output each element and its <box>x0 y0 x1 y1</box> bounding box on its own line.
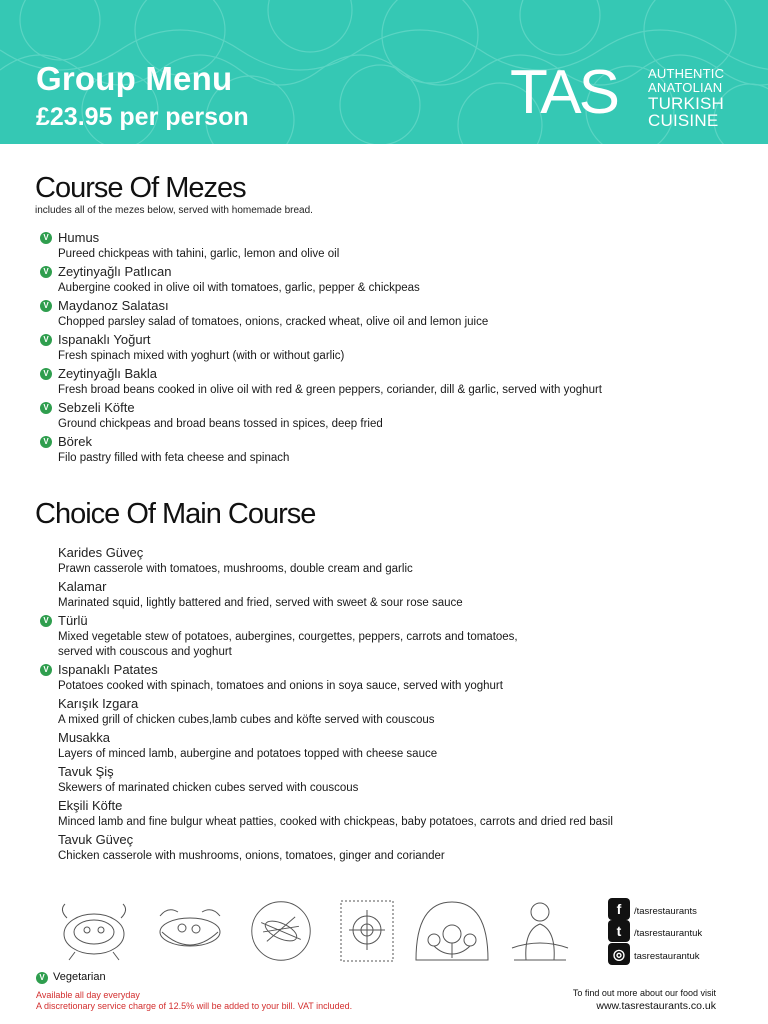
vegetarian-icon: V <box>40 232 52 244</box>
dish-name: Karides Güveç <box>58 545 144 560</box>
availability-note: Available all day everyday <box>36 990 140 1000</box>
crab-dish-illustration <box>55 898 133 964</box>
dish-name: Humus <box>58 230 100 245</box>
vegetarian-icon: V <box>36 972 48 984</box>
dish-description: Fresh broad beans cooked in olive oil with red & green peppers, coriander, dill & garlic, served with yoghurt <box>58 384 602 396</box>
dish-description: Layers of minced lamb, aubergine and potatoes topped with cheese sauce <box>58 748 438 760</box>
dish-name: Türlü <box>58 613 88 628</box>
tagline-line: CUISINE <box>648 111 719 130</box>
social-handle: /tasrestaurantuk <box>634 928 703 939</box>
menu-title: Group Menu <box>36 60 233 97</box>
tagline-line: TURKISH <box>648 94 725 113</box>
menu-header <box>0 0 768 144</box>
instagram-icon: ◎ <box>608 943 630 965</box>
figure-illustration <box>504 898 576 964</box>
dish-name: Kalamar <box>58 579 107 594</box>
dish-description: Pureed chickpeas with tahini, garlic, lemon and olive oil <box>58 248 340 260</box>
more-info-text: To find out more about our food visit <box>572 988 716 998</box>
dish-description: Filo pastry filled with feta cheese and spinach <box>58 452 290 464</box>
vegetarian-icon: V <box>40 334 52 346</box>
dish-description: Aubergine cooked in olive oil with tomatoes, garlic, pepper & chickpeas <box>58 282 420 294</box>
dish-description-continued: served with couscous and yoghurt <box>58 646 232 658</box>
tagline-line: AUTHENTIC <box>648 66 725 81</box>
vegetarian-icon: V <box>40 266 52 278</box>
dish-name: Musakka <box>58 730 111 745</box>
vegetarian-icon: V <box>40 300 52 312</box>
dish-name: Tavuk Şiş <box>58 764 114 779</box>
vegetarian-icon: V <box>40 436 52 448</box>
dish-name: Zeytinyağlı Bakla <box>58 366 157 381</box>
dish-name: Karışık Izgara <box>58 696 139 711</box>
dish-description: Minced lamb and fine bulgur wheat patties, cooked with chickpeas, baby potatoes, carrots and dried red basil <box>58 816 613 828</box>
dish-name: Ekşili Köfte <box>58 798 123 813</box>
floral-arch-illustration <box>412 898 492 964</box>
logo-tagline <box>648 67 748 129</box>
tas-logo: TAS <box>510 58 617 127</box>
dish-description: Skewers of marinated chicken cubes served with couscous <box>58 782 359 794</box>
social-handle: tasrestaurantuk <box>634 951 700 962</box>
dish-description: A mixed grill of chicken cubes,lamb cubes and köfte served with couscous <box>58 714 435 726</box>
vegetarian-icon: V <box>40 368 52 380</box>
dish-name: Maydanoz Salatası <box>58 298 169 313</box>
dish-description: Chopped parsley salad of tomatoes, onions, cracked wheat, olive oil and lemon juice <box>58 316 489 328</box>
flower-tile-illustration <box>338 898 396 964</box>
fish-plate-illustration <box>246 898 316 964</box>
dish-description: Marinated squid, lightly battered and fried, served with sweet & sour rose sauce <box>58 597 463 609</box>
vegetarian-icon: V <box>40 664 52 676</box>
dish-description: Fresh spinach mixed with yoghurt (with or without garlic) <box>58 350 345 362</box>
dish-description: Mixed vegetable stew of potatoes, aubergines, courgettes, peppers, carrots and tomatoes, <box>58 631 518 643</box>
vegetarian-legend-label: Vegetarian <box>53 971 106 983</box>
vegetarian-icon: V <box>40 402 52 414</box>
dish-description: Chicken casserole with mushrooms, onions, tomatoes, ginger and coriander <box>58 850 445 862</box>
dish-description: Potatoes cooked with spinach, tomatoes and onions in soya sauce, served with yoghurt <box>58 680 503 692</box>
facebook-icon: f <box>608 898 630 920</box>
menu-price: £23.95 per person <box>36 103 249 131</box>
dish-name: Börek <box>58 434 92 449</box>
mains-section-title: Choice Of Main Course <box>35 498 316 530</box>
dish-name: Zeytinyağlı Patlıcan <box>58 264 172 279</box>
tagline-line: ANATOLIAN <box>648 80 723 95</box>
dish-name: Ispanaklı Patates <box>58 662 158 677</box>
dish-name: Ispanaklı Yoğurt <box>58 332 151 347</box>
mezes-section-title: Course Of Mezes <box>35 172 246 204</box>
twitter-icon: t <box>608 920 630 942</box>
dish-description: Prawn casserole with tomatoes, mushrooms, double cream and garlic <box>58 563 413 575</box>
website-link[interactable]: www.tasrestaurants.co.uk <box>596 1000 716 1012</box>
dish-name: Tavuk Güveç <box>58 832 134 847</box>
service-charge-note: A discretionary service charge of 12.5% will be added to your bill. VAT included. <box>36 1001 353 1011</box>
vegetarian-icon: V <box>40 615 52 627</box>
dish-description: Ground chickpeas and broad beans tossed in spices, deep fried <box>58 418 383 430</box>
bowl-dish-illustration <box>152 898 228 964</box>
social-handle: /tasrestaurants <box>634 906 697 917</box>
mezes-section-subtitle: includes all of the mezes below, served with homemade bread. <box>35 205 313 216</box>
dish-name: Sebzeli Köfte <box>58 400 135 415</box>
